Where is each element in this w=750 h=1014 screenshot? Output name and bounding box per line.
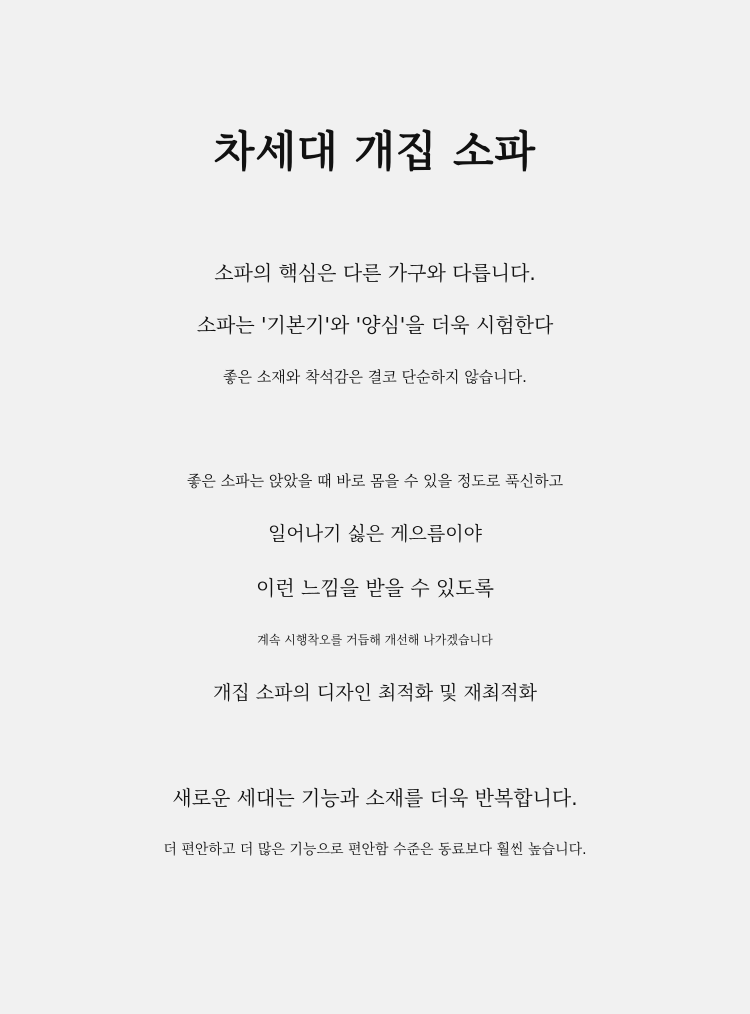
body-line-2: 소파는 '기본기'와 '양심'을 더욱 시험한다: [196, 313, 554, 337]
page-title: 차세대 개집 소파: [213, 127, 537, 176]
body-line-1: 소파의 핵심은 다른 가구와 다릅니다.: [214, 261, 536, 285]
body-line-5: 일어나기 싫은 게으름이야: [268, 523, 482, 545]
body-line-10: 더 편안하고 더 많은 기능으로 편안함 수준은 동료보다 훨씬 높습니다.: [163, 842, 587, 858]
body-line-9: 새로운 세대는 기능과 소재를 더욱 반복합니다.: [172, 786, 578, 810]
body-line-7: 계속 시행착오를 거듭해 개선해 나가겠습니다: [257, 633, 493, 647]
body-line-4: 좋은 소파는 앉았을 때 바로 몸을 수 있을 정도로 푹신하고: [186, 472, 564, 490]
body-line-8: 개집 소파의 디자인 최적화 및 재최적화: [213, 682, 537, 704]
body-line-3: 좋은 소재와 착석감은 결코 단순하지 않습니다.: [223, 368, 527, 386]
body-line-6: 이런 느낌을 받을 수 있도록: [256, 576, 494, 600]
